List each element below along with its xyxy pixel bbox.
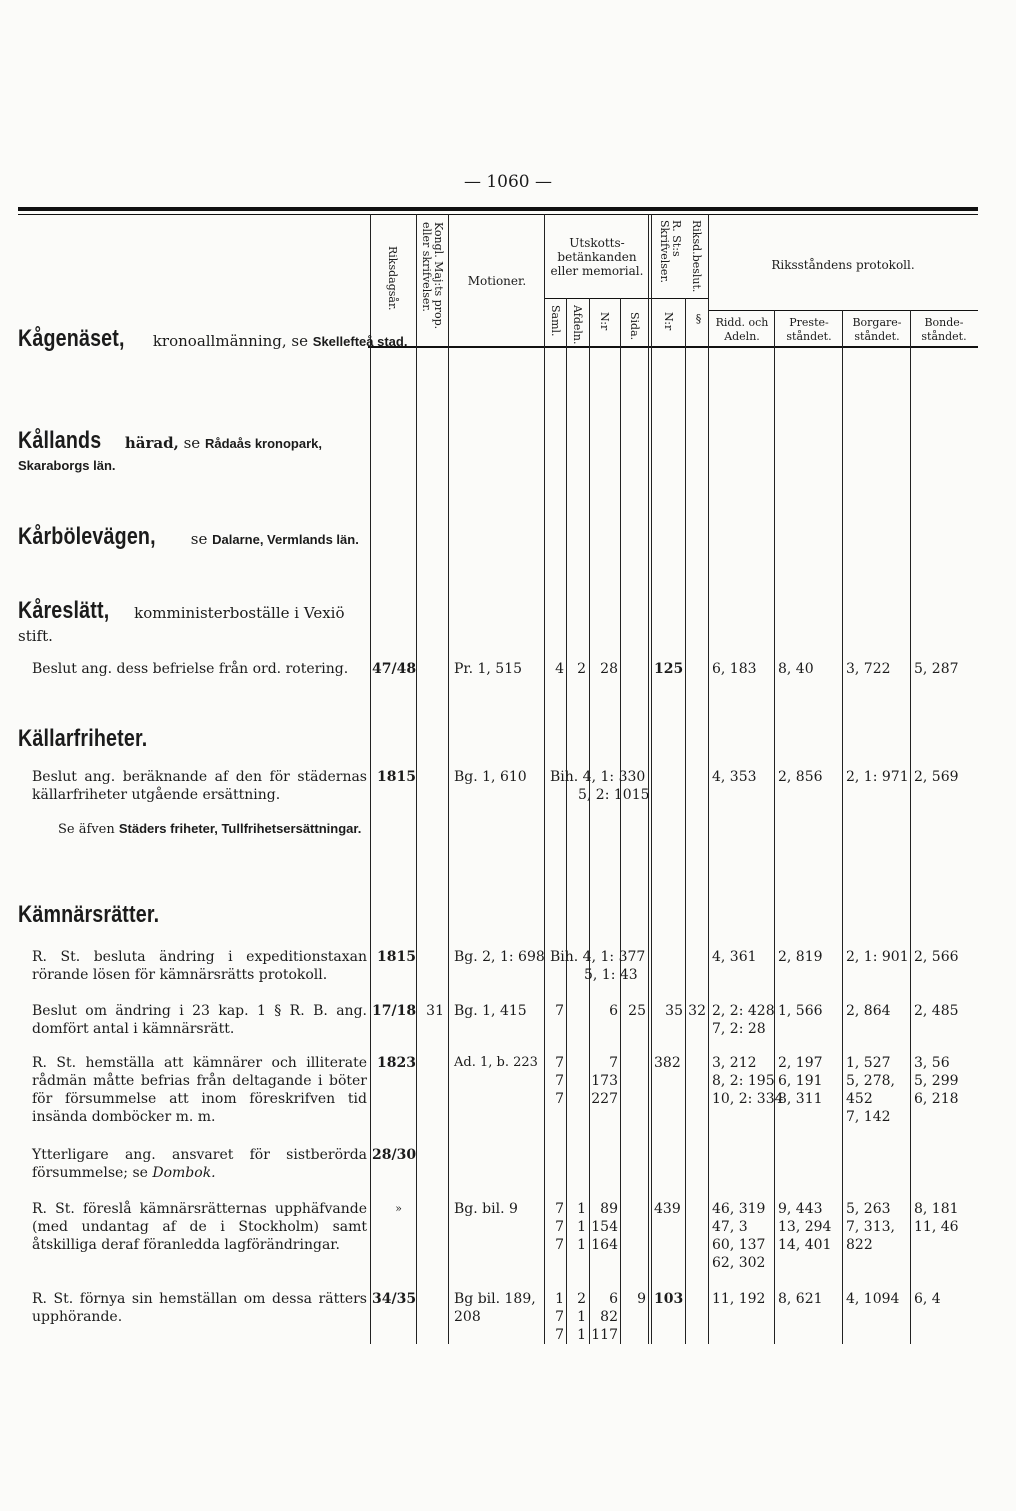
- col-line: [448, 214, 449, 1344]
- cell-borgare: 5, 278,: [846, 1073, 895, 1089]
- row-description: Ytterligare ang. ansvaret för sistberörda försummelse; se Dombok.: [32, 1147, 367, 1181]
- cell-preste: 14, 401: [778, 1237, 832, 1253]
- entry-heading: Kållands härad, se Rådaås kronopark, Skaraborgs län.: [18, 427, 322, 473]
- header-afdeln: Afdeln.: [571, 305, 584, 345]
- cell-afd: 1: [577, 1201, 586, 1217]
- cell-saml: 7: [555, 1003, 564, 1019]
- cell-preste: 13, 294: [778, 1219, 832, 1235]
- cell-ridd: 10, 2: 334: [712, 1091, 784, 1107]
- col-line: [620, 298, 621, 1344]
- header-nr2: N:r: [662, 312, 675, 331]
- cell-utskott: 5, 1: 43: [584, 967, 638, 983]
- cell-saml: 7: [555, 1055, 564, 1071]
- cell-borgare: 2, 1: 901: [846, 949, 909, 965]
- header-riksdagsar: Riksdagsår.: [386, 246, 399, 311]
- cell-ridd: 8, 2: 195: [712, 1073, 775, 1089]
- cell-afd: 1: [577, 1219, 586, 1235]
- cell-ridd: 4, 361: [712, 949, 757, 965]
- cell-borgare: 1, 527: [846, 1055, 891, 1071]
- cell-preste: 8, 621: [778, 1291, 823, 1307]
- cell-year: 47/48: [372, 661, 417, 677]
- cell-ridd: 6, 183: [712, 661, 757, 677]
- cell-preste: 2, 819: [778, 949, 823, 965]
- cell-preste: 6, 191: [778, 1073, 823, 1089]
- header-rst: R. St:s Skrifvelser.: [658, 220, 683, 283]
- cell-saml: 7: [555, 1091, 564, 1107]
- cell-ridd: 47, 3: [712, 1219, 748, 1235]
- cell-borgare: 822: [846, 1237, 873, 1253]
- entry-heading: Kågenäset, kronoallmänning, se Skellefteå stad.: [18, 325, 408, 352]
- col-line: [774, 310, 775, 1344]
- cell-saml: 7: [555, 1237, 564, 1253]
- rst-subrule: [650, 298, 708, 299]
- cell-year: 1815: [377, 949, 416, 965]
- cell-preste: 2, 197: [778, 1055, 823, 1071]
- row-description: R. St. förnya sin hemställan om dessa rätters upphörande.: [32, 1291, 367, 1325]
- cell-afd: 2: [577, 661, 586, 677]
- header-utskott: Utskotts- betänkanden eller memorial.: [550, 236, 644, 278]
- cell-utskott: Bih. 4, 1: 377: [550, 949, 646, 965]
- cell-nr: 154: [591, 1219, 618, 1235]
- cell-borgare: 5, 263: [846, 1201, 891, 1217]
- cell-borgare: 7, 313,: [846, 1219, 895, 1235]
- row-description: R. St. hemställa att kämnärer och illiterate rådmän måtte befrias från deltagande i böter för försummelse att inom föreskrifven tid insända domböcker m. m.: [32, 1055, 367, 1125]
- header-saml: Saml.: [549, 305, 562, 337]
- prot-subrule: [708, 310, 978, 311]
- row-description: R. St. föreslå kämnärsrätternas upphäfvande (med undantag af de i Stockholm) samt åtskilliga deraf föranledda lagförändringar.: [32, 1201, 367, 1253]
- entry-heading: Källarfriheter.: [18, 725, 148, 752]
- cell-ridd: 2, 2: 428: [712, 1003, 775, 1019]
- header-nr1: N:r: [598, 312, 611, 331]
- cell-year: 17/18: [372, 1003, 417, 1019]
- cell-year: 28/30: [372, 1147, 417, 1163]
- cell-bonde: 2, 485: [914, 1003, 959, 1019]
- top-rule-thin: [18, 214, 978, 215]
- cell-year: 1823: [377, 1055, 416, 1071]
- cell-year: 1815: [377, 769, 416, 785]
- cell-bonde: 6, 4: [914, 1291, 941, 1307]
- cell-utskott: Bih. 4, 1: 330: [550, 769, 646, 785]
- col-line: [708, 214, 709, 1344]
- cell-rst: 35: [665, 1003, 683, 1019]
- cell-preste: 8, 311: [778, 1091, 823, 1107]
- header-preste: Preste- ståndet.: [786, 316, 832, 343]
- cell-nr: 6: [609, 1003, 618, 1019]
- cell-saml: 4: [555, 661, 564, 677]
- col-line: [370, 214, 371, 1344]
- utsk-subrule: [544, 298, 650, 299]
- header-motioner: Motioner.: [467, 274, 527, 288]
- cell-preste: 2, 856: [778, 769, 823, 785]
- cell-utskott: 5, 2: 1015: [578, 787, 650, 803]
- cell-bonde: 2, 566: [914, 949, 959, 965]
- cell-motioner: Pr. 1, 515: [454, 661, 523, 677]
- cell-bonde: 3, 56: [914, 1055, 950, 1071]
- cell-nr: 173: [591, 1073, 618, 1089]
- cell-kongl: 31: [426, 1003, 444, 1019]
- cell-ridd: 60, 137: [712, 1237, 766, 1253]
- cell-bonde: 5, 287: [914, 661, 959, 677]
- cell-rst: 439: [654, 1201, 681, 1217]
- cell-saml: 7: [555, 1201, 564, 1217]
- col-line: [648, 214, 649, 1344]
- cell-saml: 7: [555, 1219, 564, 1235]
- page-number: — 1060 —: [463, 172, 553, 192]
- row-description: Beslut om ändring i 23 kap. 1 § R. B. ang. domfört antal i kämnärsrätt.: [32, 1003, 367, 1037]
- cell-ridd: 46, 319: [712, 1201, 766, 1217]
- header-borgare: Borgare- ståndet.: [852, 316, 902, 343]
- header-bonde: Bonde- ståndet.: [921, 316, 967, 343]
- cell-ridd: 62, 302: [712, 1255, 766, 1271]
- cell-sida: 25: [628, 1003, 646, 1019]
- cell-bonde: 8, 181: [914, 1201, 959, 1217]
- col-line: [416, 214, 417, 1344]
- cell-ridd: 11, 192: [712, 1291, 766, 1307]
- header-ridd: Ridd. och Adeln.: [715, 316, 769, 343]
- header-riksdbeslut: Riksd.beslut.: [690, 220, 703, 293]
- cell-bonde: 6, 218: [914, 1091, 959, 1107]
- cell-bonde: 2, 569: [914, 769, 959, 785]
- cell-motioner: Bg. 1, 415: [454, 1003, 527, 1019]
- cell-rst: 125: [654, 661, 684, 677]
- col-line: [651, 214, 652, 1344]
- cell-afd: 1: [577, 1309, 586, 1325]
- cell-preste: 8, 40: [778, 661, 814, 677]
- cell-borgare: 7, 142: [846, 1109, 891, 1125]
- cell-borgare: 2, 1: 971: [846, 769, 909, 785]
- cell-year: »: [395, 1202, 402, 1215]
- header-rule: [370, 346, 978, 348]
- cell-motioner: Bg. 1, 610: [454, 769, 527, 785]
- cell-saml: 7: [555, 1309, 564, 1325]
- col-line: [685, 298, 686, 1344]
- row-description: Beslut ang. beräknande af den för städernas källarfriheter utgående ersättning.: [32, 769, 367, 803]
- cell-nr: 6: [609, 1291, 618, 1307]
- col-line: [589, 298, 590, 1344]
- cell-nr: 82: [600, 1309, 618, 1325]
- cell-nr: 227: [591, 1091, 618, 1107]
- see-also: Se äfven Städers friheter, Tullfrihetsersättningar.: [58, 821, 362, 837]
- cell-preste: 1, 566: [778, 1003, 823, 1019]
- header-para: §: [692, 312, 705, 325]
- entry-heading: Kämnärsrätter.: [18, 901, 160, 928]
- cell-saml: 1: [555, 1291, 564, 1307]
- header-protokoll: Riksståndens protokoll.: [771, 258, 915, 272]
- cell-rst: 382: [654, 1055, 681, 1071]
- header-kongl: Kongl. Maj:ts prop. eller skrifvelser.: [420, 222, 445, 330]
- cell-rst: 103: [654, 1291, 684, 1307]
- cell-motioner: Bg bil. 189, 208: [454, 1291, 536, 1325]
- cell-afd: 1: [577, 1327, 586, 1343]
- cell-ridd: 3, 212: [712, 1055, 757, 1071]
- cell-borgare: 452: [846, 1091, 873, 1107]
- cell-borgare: 4, 1094: [846, 1291, 900, 1307]
- cell-year: 34/35: [372, 1291, 417, 1307]
- header-sida: Sida.: [628, 312, 641, 341]
- cell-preste: 9, 443: [778, 1201, 823, 1217]
- cell-nr: 7: [609, 1055, 618, 1071]
- cell-nr: 117: [591, 1327, 618, 1343]
- cell-nr: 28: [600, 661, 618, 677]
- cell-borgare: 3, 722: [846, 661, 891, 677]
- cell-para: 32: [688, 1003, 706, 1019]
- cell-motioner: Ad. 1, b. 223: [454, 1055, 538, 1070]
- cell-saml: 7: [555, 1327, 564, 1343]
- col-line: [842, 310, 843, 1344]
- cell-ridd: 7, 2: 28: [712, 1021, 766, 1037]
- cell-bonde: 5, 299: [914, 1073, 959, 1089]
- col-line: [544, 214, 545, 1344]
- cell-ridd: 4, 353: [712, 769, 757, 785]
- cell-nr: 89: [600, 1201, 618, 1217]
- cell-motioner: Bg. 2, 1: 698: [454, 949, 545, 965]
- cell-motioner: Bg. bil. 9: [454, 1201, 518, 1217]
- entry-heading: Kårbölevägen, se Dalarne, Vermlands län.: [18, 523, 359, 550]
- cell-borgare: 2, 864: [846, 1003, 891, 1019]
- cell-nr: 164: [591, 1237, 618, 1253]
- col-line: [566, 298, 567, 1344]
- cell-bonde: 11, 46: [914, 1219, 959, 1235]
- cell-afd: 2: [577, 1291, 586, 1307]
- col-line: [910, 310, 911, 1344]
- cell-saml: 7: [555, 1073, 564, 1089]
- cell-sida: 9: [637, 1291, 646, 1307]
- top-rule: [18, 207, 978, 211]
- row-description: R. St. besluta ändring i expeditionstaxan rörande lösen för kämnärsrätts protokoll.: [32, 949, 367, 983]
- cell-afd: 1: [577, 1237, 586, 1253]
- row-description: Beslut ang. dess befrielse från ord. rotering.: [32, 661, 349, 677]
- entry-heading: Kåreslätt, komministerboställe i Vexiö stift.: [18, 597, 345, 645]
